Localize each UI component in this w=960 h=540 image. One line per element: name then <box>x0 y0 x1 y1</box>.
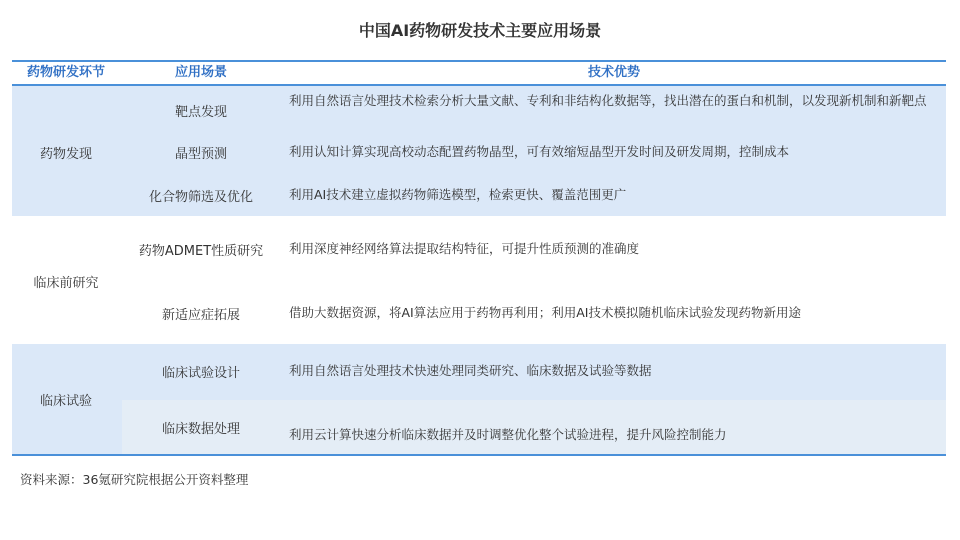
header-scene: 应用场景 <box>174 65 227 80</box>
scene-label: 药物ADMET性质研究 <box>138 244 264 259</box>
header-stage: 药物研发环节 <box>26 65 105 80</box>
table-header <box>12 60 946 86</box>
table-row <box>12 280 946 344</box>
advantage-text: 利用AI技术建立虚拟药物筛选模型，检索更快、覆盖范围更广 <box>289 187 627 202</box>
table-row <box>12 86 946 138</box>
scene-label: 临床数据处理 <box>161 422 240 437</box>
page-title: 中国AI药物研发技术主要应用场景 <box>358 21 602 40</box>
stage-label: 临床试验 <box>39 394 92 409</box>
scene-label: 晶型预测 <box>174 147 227 162</box>
table-bottom-border <box>12 454 946 456</box>
table-row <box>12 344 946 400</box>
scene-label: 靶点发现 <box>174 105 227 120</box>
advantage-text: 借助大数据资源，将AI算法应用于药物再利用；利用AI技术模拟随机临床试验发现药物新用途 <box>289 305 801 320</box>
header-advantage: 技术优势 <box>587 65 640 80</box>
scene-label: 临床试验设计 <box>161 366 240 381</box>
source-note: 资料来源：36氪研究院根据公开资料整理 <box>20 472 249 487</box>
table-row <box>122 400 946 454</box>
group-clinical-trial <box>12 344 946 454</box>
stage-label: 药物发现 <box>39 147 92 162</box>
advantage-text: 利用自然语言处理技术快速处理同类研究、临床数据及试验等数据 <box>289 363 652 378</box>
scene-label: 化合物筛选及优化 <box>148 190 253 205</box>
advantage-text: 利用自然语言处理技术检索分析大量文献、专利和非结构化数据等，找出潜在的蛋白和机制，以发现新机制和新靶点 <box>289 93 927 108</box>
stage-label: 临床前研究 <box>33 276 99 291</box>
advantage-text: 利用认知计算实现高校动态配置药物晶型，可有效缩短晶型开发时间及研发周期，控制成本 <box>289 144 790 159</box>
table-row <box>12 216 946 280</box>
table-row <box>12 176 946 216</box>
group-drug-discovery <box>12 86 946 216</box>
advantage-text: 利用深度神经网络算法提取结构特征，可提升性质预测的准确度 <box>289 241 640 256</box>
table-row <box>12 138 946 176</box>
advantage-text: 利用云计算快速分析临床数据并及时调整优化整个试验进程，提升风险控制能力 <box>289 427 727 442</box>
scene-label: 新适应症拓展 <box>161 308 240 323</box>
group-preclinical <box>12 216 946 344</box>
